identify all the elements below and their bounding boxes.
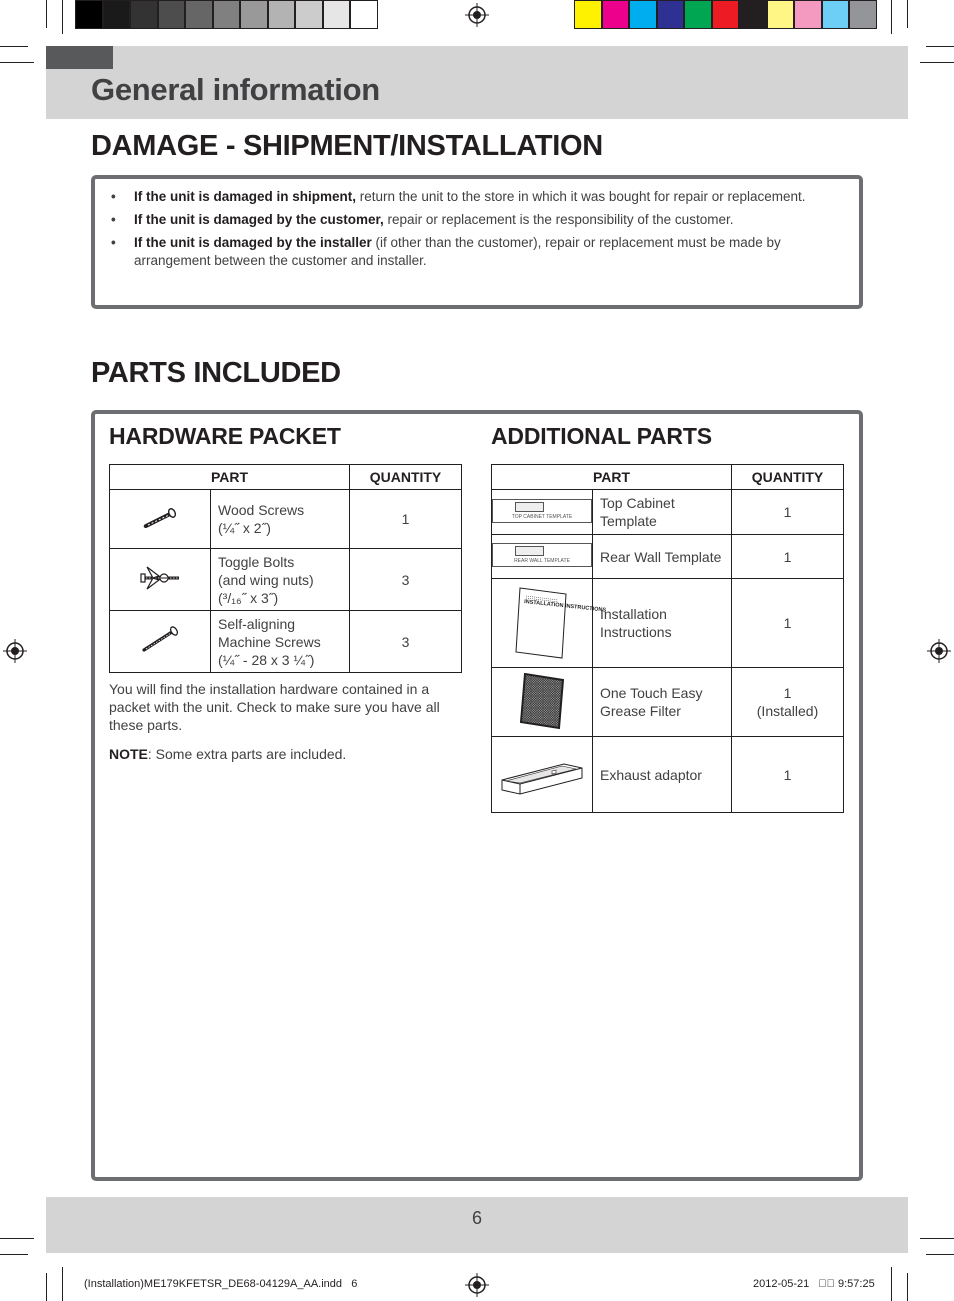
color-swatch xyxy=(629,0,657,29)
crop-mark xyxy=(0,46,28,47)
col-header-part: PART xyxy=(492,465,732,490)
slug-file-name: (Installation)ME179KFETSR_DE68-04129A_AA.indd 6 xyxy=(84,1278,358,1290)
table-row xyxy=(110,490,462,549)
crop-mark xyxy=(907,0,908,28)
crop-mark xyxy=(926,1254,954,1255)
color-swatch xyxy=(602,0,630,29)
table-header-row xyxy=(492,465,844,490)
part-quantity: 1 xyxy=(732,737,844,813)
header-tab xyxy=(46,46,113,69)
color-swatch xyxy=(158,0,186,29)
registration-mark-icon xyxy=(465,1273,489,1297)
bullet: • xyxy=(111,189,116,204)
color-swatch xyxy=(130,0,158,29)
color-swatch xyxy=(295,0,323,29)
color-swatch xyxy=(794,0,822,29)
top-cabinet-template-icon: TOP CABINET TEMPLATE xyxy=(492,490,593,535)
crop-mark xyxy=(891,1267,892,1301)
color-swatch xyxy=(185,0,213,29)
color-swatch xyxy=(739,0,767,29)
col-header-quantity: QUANTITY xyxy=(350,465,462,490)
part-quantity: 3 xyxy=(350,549,462,611)
hardware-note-paragraph: You will find the installation hardware contained in a packet with the unit. Check to make sure you have all these parts. xyxy=(109,681,440,733)
registration-mark-icon xyxy=(465,3,489,27)
part-name: Exhaust adaptor xyxy=(593,737,732,813)
wood-screw-icon xyxy=(110,490,211,549)
color-swatch xyxy=(240,0,268,29)
part-name: Top Cabinet Template xyxy=(593,490,732,535)
hardware-table xyxy=(109,464,462,673)
crop-mark xyxy=(891,0,892,34)
bold-text: If the unit is damaged in shipment, xyxy=(134,189,357,204)
col-header-part: PART xyxy=(110,465,350,490)
svg-text:INSTALLATION INSTRUCTIONS: INSTALLATION INSTRUCTIONS xyxy=(523,598,607,614)
note-label: NOTE xyxy=(109,746,148,762)
toggle-bolt-icon xyxy=(110,549,211,611)
color-swatch xyxy=(849,0,877,29)
part-quantity: 1 xyxy=(732,579,844,668)
note-text: : Some extra parts are included. xyxy=(147,746,347,762)
additional-parts-table xyxy=(491,464,844,813)
part-quantity: 1 xyxy=(732,490,844,535)
bullet: • xyxy=(111,212,116,227)
registration-mark-icon xyxy=(927,639,951,663)
color-swatch xyxy=(75,0,103,29)
item-text: (if other than the customer), repair or replacement must be made by arrangement between the customer and installer. xyxy=(134,235,781,268)
registration-mark-icon xyxy=(3,639,27,663)
color-swatch xyxy=(574,0,602,29)
crop-mark xyxy=(920,1238,954,1239)
installation-instructions-icon xyxy=(492,579,607,668)
page-title: General information xyxy=(91,72,380,107)
crop-mark xyxy=(926,46,954,47)
crop-mark xyxy=(62,0,63,34)
part-name: Installation Instructions xyxy=(593,579,732,668)
crop-mark xyxy=(0,1238,34,1239)
list-item xyxy=(109,211,839,229)
item-text: return the unit to the store in which it was bought for repair or replacement. xyxy=(356,189,806,204)
part-quantity: 1 xyxy=(350,490,462,549)
table-row xyxy=(110,549,462,611)
crop-mark xyxy=(0,1254,28,1255)
table-header-row xyxy=(110,465,462,490)
table-row xyxy=(492,579,844,668)
bold-text: If the unit is damaged by the installer xyxy=(134,235,372,250)
part-name: Wood Screws (¼˝ x 2˝) xyxy=(211,490,350,549)
grease-filter-icon xyxy=(492,668,593,737)
part-name: Toggle Bolts (and wing nuts) (³/₁₆˝ x 3˝) xyxy=(211,549,350,611)
table-row xyxy=(492,668,844,737)
color-swatch xyxy=(103,0,131,29)
color-swatch xyxy=(822,0,850,29)
bold-text: If the unit is damaged by the customer, xyxy=(134,212,384,227)
list-item xyxy=(109,234,839,270)
color-swatch xyxy=(213,0,241,29)
crop-mark xyxy=(0,62,34,63)
page-number: 6 xyxy=(471,1208,482,1228)
additional-parts-title: ADDITIONAL PARTS xyxy=(491,423,712,449)
part-quantity: 3 xyxy=(350,611,462,673)
color-swatch xyxy=(657,0,685,29)
crop-mark xyxy=(920,62,954,63)
color-swatch xyxy=(268,0,296,29)
part-quantity: 1 (Installed) xyxy=(732,668,844,737)
part-name: One Touch Easy Grease Filter xyxy=(593,668,732,737)
crop-mark xyxy=(46,0,47,28)
table-row xyxy=(492,490,844,535)
color-swatch xyxy=(712,0,740,29)
machine-screw-icon xyxy=(110,611,211,673)
rear-wall-template-icon: REAR WALL TEMPLATE xyxy=(492,535,593,579)
col-header-quantity: QUANTITY xyxy=(732,465,844,490)
damage-list xyxy=(109,188,839,275)
parts-section-title: PARTS INCLUDED xyxy=(91,357,341,389)
part-name: Rear Wall Template xyxy=(593,535,732,579)
damage-section-title: DAMAGE - SHIPMENT/INSTALLATION xyxy=(91,130,603,162)
table-row xyxy=(492,737,844,813)
color-swatch xyxy=(323,0,351,29)
table-row xyxy=(110,611,462,673)
color-swatch xyxy=(767,0,795,29)
part-name: Self-aligning Machine Screws (¼˝ - 28 x 3 ¼˝) xyxy=(211,611,350,673)
crop-mark xyxy=(907,1273,908,1301)
hardware-packet-title: HARDWARE PACKET xyxy=(109,423,341,449)
color-swatch xyxy=(684,0,712,29)
table-row xyxy=(492,535,844,579)
hardware-note xyxy=(109,745,459,763)
slug-date-time: 2012-05-21    9:57:25 xyxy=(753,1278,875,1290)
item-text: repair or replacement is the responsibility of the customer. xyxy=(383,212,734,227)
crop-mark xyxy=(62,1267,63,1301)
part-quantity: 1 xyxy=(732,535,844,579)
crop-mark xyxy=(46,1273,47,1301)
list-item xyxy=(109,188,839,206)
exhaust-adaptor-icon xyxy=(492,737,593,813)
color-swatch xyxy=(350,0,378,29)
bullet: • xyxy=(111,235,116,250)
